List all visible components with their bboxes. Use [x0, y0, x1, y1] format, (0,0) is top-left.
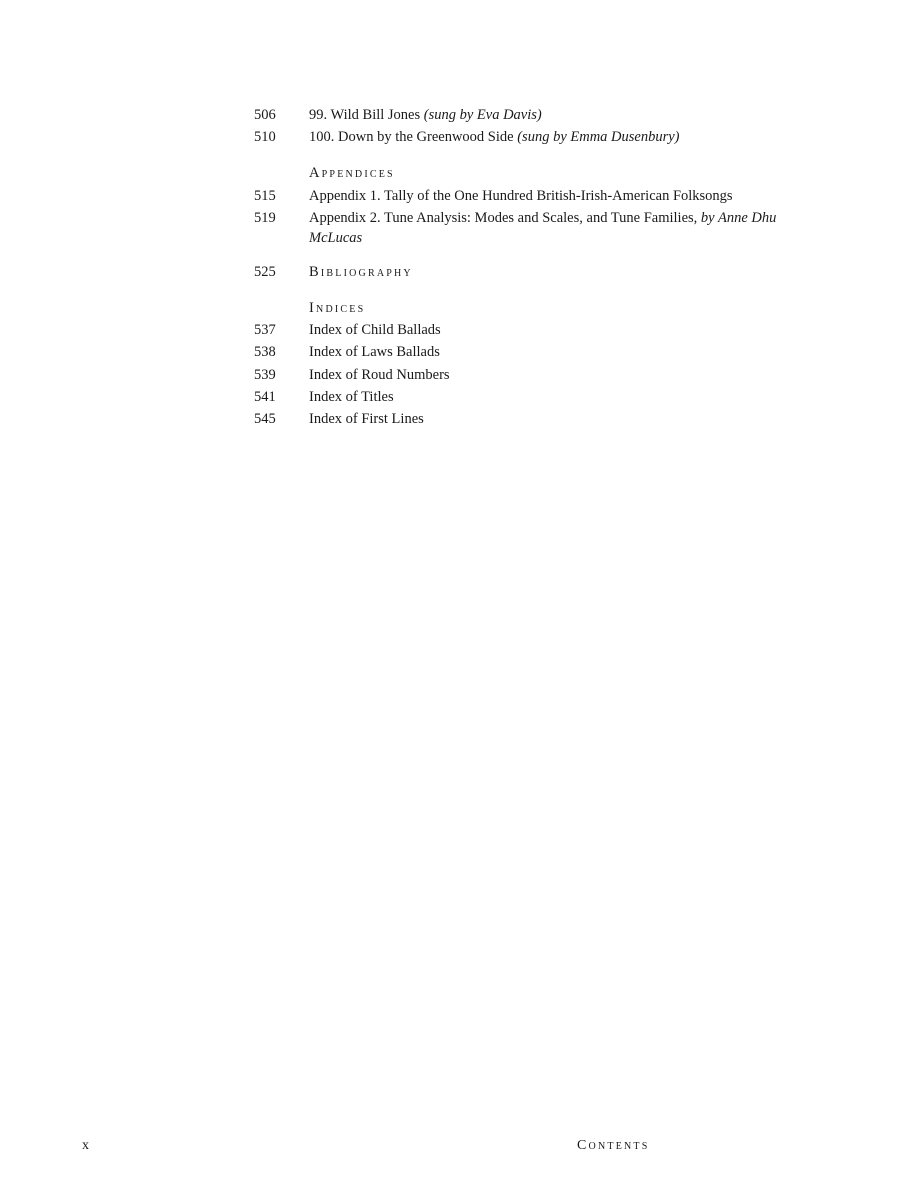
- section-heading-indices: Indices: [309, 300, 366, 316]
- song-credit: (sung by Emma Dusenbury): [517, 129, 680, 145]
- toc-page-number: 538: [254, 344, 276, 360]
- toc-entry-title: Index of Roud Numbers: [309, 367, 450, 383]
- section-heading-appendices: Appendices: [309, 165, 395, 181]
- toc-entry-title: Index of First Lines: [309, 411, 424, 427]
- toc-page-number: 545: [254, 411, 276, 427]
- section-heading-bibliography: Bibliography: [309, 264, 413, 280]
- appendix-credit: by Anne Dhu McLucas: [309, 210, 777, 246]
- toc-page-number: 525: [254, 264, 276, 280]
- toc-page-number: 539: [254, 367, 276, 383]
- toc-page-number: 515: [254, 188, 276, 204]
- toc-page-number: 519: [254, 210, 276, 226]
- toc-page-number: 541: [254, 389, 276, 405]
- toc-page-number: 537: [254, 322, 276, 338]
- toc-entry-title: [309, 105, 779, 125]
- toc-page-number: 506: [254, 107, 276, 123]
- song-title: 100. Down by the Greenwood Side: [309, 129, 518, 145]
- toc-entry-title: Index of Child Ballads: [309, 322, 441, 338]
- song-credit: (sung by Eva Davis): [423, 107, 542, 123]
- toc-entry-title: Index of Titles: [309, 389, 394, 405]
- toc-entry-title: [309, 127, 779, 147]
- toc-page-number: 510: [254, 129, 276, 145]
- toc-entry-title: [309, 208, 779, 248]
- toc-entry-title: Index of Laws Ballads: [309, 344, 440, 360]
- running-footer: Contents: [577, 1138, 650, 1153]
- song-title: 99. Wild Bill Jones: [309, 107, 424, 123]
- page-folio: x: [82, 1138, 89, 1153]
- toc-entry-title: Appendix 1. Tally of the One Hundred British-Irish-American Folksongs: [309, 188, 733, 204]
- appendix-title: Appendix 2. Tune Analysis: Modes and Scales, and Tune Families,: [309, 210, 701, 226]
